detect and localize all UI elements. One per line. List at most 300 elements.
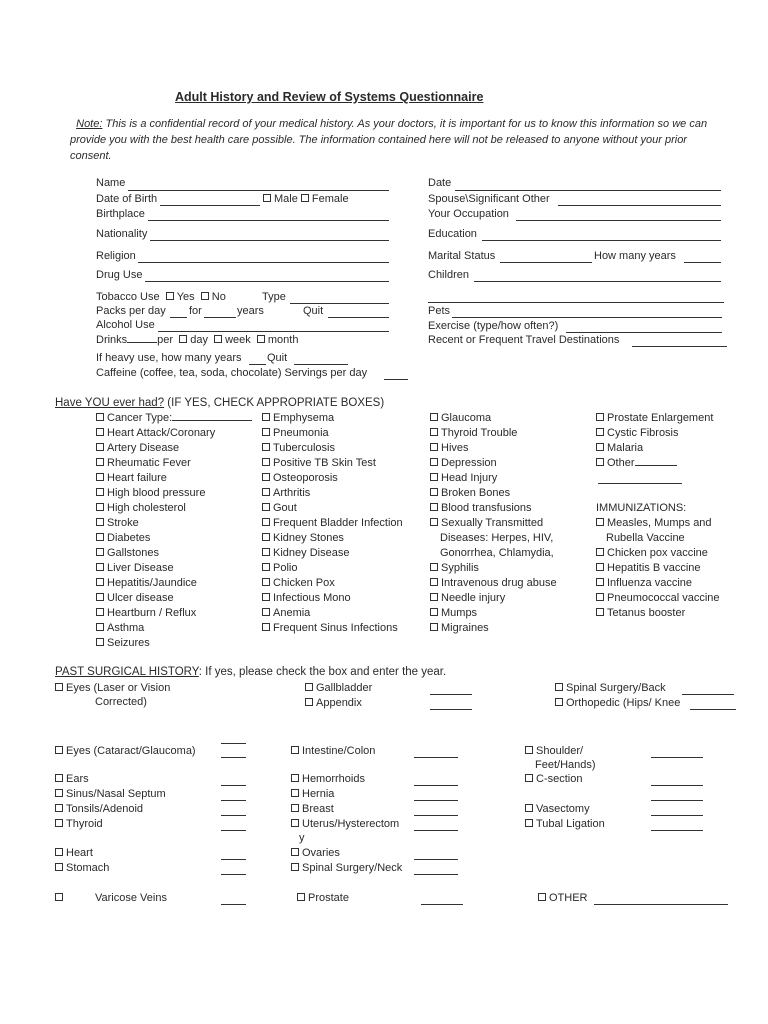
alcohol-field[interactable] [158,331,389,332]
condition-item[interactable] [262,591,403,606]
checkbox[interactable] [55,848,63,856]
condition-checkbox[interactable] [262,503,270,511]
label: Shoulder/ [536,745,584,757]
spouse-field[interactable] [558,205,721,206]
drinks-day-checkbox[interactable] [179,335,187,343]
condition-label: Intravenous drug abuse [441,577,557,589]
caffeine-field[interactable] [384,379,408,380]
pets-label: Pets [428,305,451,317]
condition-checkbox[interactable] [96,518,104,526]
heavy-quit-field[interactable] [294,364,348,365]
condition-checkbox[interactable] [596,608,604,616]
surg-ears[interactable] [55,773,89,785]
occupation-label: Your Occupation [428,208,509,220]
condition-label: Arthritis [273,487,311,499]
heart-year[interactable] [221,859,246,860]
label: Thyroid [66,818,103,830]
condition-item[interactable] [96,546,252,561]
condition-item[interactable] [96,516,252,531]
condition-checkbox[interactable] [96,473,104,481]
packs-field[interactable] [170,317,187,318]
condition-checkbox[interactable] [596,563,604,571]
condition-checkbox[interactable] [96,608,104,616]
condition-item[interactable] [96,531,252,546]
condition-checkbox[interactable] [96,533,104,541]
condition-checkbox[interactable] [430,518,438,526]
hernia-year[interactable] [414,800,458,801]
condition-item[interactable] [262,606,403,621]
checkbox[interactable] [55,789,63,797]
condition-label: Asthma [107,622,145,634]
condition-checkbox[interactable] [430,443,438,451]
blank-line[interactable] [428,302,724,303]
condition-label: Polio [273,562,298,574]
condition-item[interactable] [430,411,557,426]
checkbox[interactable] [291,789,299,797]
condition-checkbox[interactable] [430,593,438,601]
condition-item[interactable] [430,471,557,486]
condition-item[interactable] [596,576,720,591]
vasectomy-year[interactable] [651,815,703,816]
label: Vasectomy [536,803,590,815]
checkbox[interactable] [291,819,299,827]
checkbox[interactable] [291,774,299,782]
eyes-cataract-year[interactable] [221,757,246,758]
condition-label: Rheumatic Fever [107,457,191,469]
how-many-years-label: How many years [594,250,676,262]
condition-checkbox[interactable] [596,413,604,421]
condition-item[interactable] [96,621,252,636]
surg-hernia[interactable] [291,788,334,800]
condition-checkbox[interactable] [262,518,270,526]
checkbox[interactable] [291,848,299,856]
drinks-row [96,334,298,346]
condition-label: Hives [441,442,469,454]
page-title: Adult History and Review of Systems Questionnaire [175,90,484,104]
surg-gallbladder[interactable] [305,682,372,694]
religion-field[interactable] [138,262,389,263]
condition-label: Heartburn / Reflux [107,607,197,619]
surg-spinal-back[interactable] [555,682,666,694]
conditions-heading-rest: (IF YES, CHECK APPROPRIATE BOXES) [164,397,385,409]
surgical-heading [55,666,446,678]
condition-checkbox[interactable] [96,623,104,631]
condition-checkbox[interactable] [430,488,438,496]
surg-appendix[interactable] [305,697,362,709]
occupation-field[interactable] [516,220,721,221]
condition-item[interactable] [430,561,557,576]
condition-checkbox[interactable] [430,578,438,586]
condition-checkbox[interactable] [96,488,104,496]
gallbladder-year[interactable] [430,694,472,695]
tobacco-no-checkbox[interactable] [201,292,209,300]
surg-intestine[interactable] [291,745,375,757]
condition-label: Thyroid Trouble [441,427,518,439]
female-label: Female [311,193,349,205]
spinal-neck-year[interactable] [414,874,458,875]
surg-csection[interactable] [525,773,582,785]
condition-checkbox[interactable] [430,623,438,631]
condition-item[interactable] [96,576,252,591]
condition-label: Infectious Mono [273,592,351,604]
tobacco-type-field[interactable] [290,303,389,304]
checkbox[interactable] [291,863,299,871]
condition-item[interactable] [262,441,403,456]
tobacco-type-label: Type [262,291,286,303]
condition-label: Chicken Pox [273,577,335,589]
surg-corrected-label: Corrected) [95,696,147,708]
condition-checkbox[interactable] [262,608,270,616]
condition-checkbox[interactable] [596,518,604,526]
condition-checkbox[interactable] [96,638,104,646]
condition-label: Diabetes [107,532,151,544]
checkbox[interactable] [55,893,63,901]
condition-label: Broken Bones [441,487,511,499]
nationality-label: Nationality [96,228,148,240]
condition-label: Artery Disease [107,442,180,454]
prostate-year[interactable] [421,904,463,905]
condition-item[interactable] [430,546,557,561]
condition-checkbox[interactable] [430,563,438,571]
condition-checkbox[interactable] [96,563,104,571]
condition-item[interactable] [96,561,252,576]
condition-item[interactable] [430,441,557,456]
condition-item[interactable] [262,546,403,561]
surg-breast[interactable] [291,803,334,815]
condition-checkbox[interactable] [96,443,104,451]
surg-thyroid[interactable] [55,818,103,830]
condition-item[interactable] [262,531,403,546]
condition-item[interactable] [430,486,557,501]
dob-field[interactable] [160,205,260,206]
packs-years-field[interactable] [204,317,236,318]
heavy-use-label: If heavy use, how many years [96,352,242,364]
condition-checkbox[interactable] [262,488,270,496]
checkbox[interactable] [297,893,305,901]
shoulder-year[interactable] [651,757,703,758]
exercise-field[interactable] [566,332,722,333]
condition-checkbox[interactable] [262,593,270,601]
checkbox[interactable] [538,893,546,901]
checkbox[interactable] [525,774,533,782]
nationality-field[interactable] [150,240,389,241]
varicose-year[interactable] [221,904,246,905]
surg-ovaries[interactable] [291,847,340,859]
condition-label: Rubella Vaccine [606,532,685,544]
date-field[interactable] [455,190,721,191]
note-text: This is a confidential record of your medical history. As your doctors, it is important for us to know this information so we can provide you with the best health care possible. The information contained here will not be released to anyone without your prior consent. [70,118,708,162]
condition-label: Syphilis [441,562,479,574]
ovaries-year[interactable] [414,859,458,860]
condition-checkbox[interactable] [262,473,270,481]
tubal-year[interactable] [651,830,703,831]
name-field[interactable] [128,190,389,191]
spinal-back-year[interactable] [682,694,734,695]
drug-use-label: Drug Use [96,269,143,281]
caffeine-label: Caffeine (coffee, tea, soda, chocolate) Servings per day [96,367,368,379]
condition-label: Cystic Fibrosis [607,427,679,439]
condition-label: Heart failure [107,472,167,484]
condition-checkbox[interactable] [96,593,104,601]
checkbox[interactable] [55,863,63,871]
surg-other[interactable] [538,892,588,904]
label: Sinus/Nasal Septum [66,788,166,800]
checkbox[interactable] [55,819,63,827]
education-field[interactable] [482,240,721,241]
spouse-label: Spouse\Significant Other [428,193,550,205]
csection-year[interactable] [651,785,703,786]
how-many-years-field[interactable] [684,262,721,263]
surg-heart[interactable] [55,847,93,859]
condition-checkbox[interactable] [430,473,438,481]
checkbox[interactable] [525,804,533,812]
other-condition-field[interactable] [598,483,682,484]
surg-stomach[interactable] [55,862,109,874]
condition-checkbox[interactable] [596,578,604,586]
condition-label: Malaria [607,442,644,454]
condition-checkbox[interactable] [96,458,104,466]
condition-item[interactable] [596,456,713,471]
condition-label: Osteoporosis [273,472,338,484]
condition-label: Gout [273,502,297,514]
condition-checkbox[interactable] [262,458,270,466]
drinks-month-label: month [267,334,299,346]
surg-tubal[interactable] [525,818,605,830]
surg-varicose-checkbox-wrap[interactable] [55,892,66,904]
condition-item[interactable] [596,516,720,531]
surg-tonsils[interactable] [55,803,143,815]
condition-item[interactable] [262,456,403,471]
condition-item[interactable] [430,576,557,591]
label: Heart [66,847,93,859]
surg-vasectomy[interactable] [525,803,590,815]
female-checkbox[interactable] [301,194,309,202]
checkbox[interactable] [305,683,313,691]
drinks-month-checkbox[interactable] [257,335,265,343]
condition-item[interactable] [262,501,403,516]
condition-item[interactable] [96,456,252,471]
conditions-column-2 [262,411,403,636]
surg-orthopedic[interactable] [555,697,680,709]
label: Eyes (Laser or Vision [66,682,171,694]
checkbox[interactable] [291,746,299,754]
tobacco-row [96,291,226,303]
condition-checkbox[interactable] [96,548,104,556]
uterus-year[interactable] [414,830,458,831]
extra-year-line[interactable] [651,800,703,801]
tobacco-yes-checkbox[interactable] [166,292,174,300]
condition-checkbox[interactable] [262,578,270,586]
condition-checkbox[interactable] [596,443,604,451]
sex-options [263,193,349,205]
condition-checkbox[interactable] [262,563,270,571]
dob-label: Date of Birth [96,193,158,205]
label: Spinal Surgery/Back [566,682,666,694]
tobacco-yes-label: Yes [176,291,195,303]
packs-quit-field[interactable] [328,317,389,318]
condition-label: Anemia [273,607,311,619]
drinks-week-checkbox[interactable] [214,335,222,343]
label: Orthopedic (Hips/ Knee [566,697,681,709]
children-field[interactable] [474,281,721,282]
drinks-week-label: week [225,334,251,346]
condition-item[interactable] [430,516,557,531]
checkbox[interactable] [305,698,313,706]
condition-checkbox[interactable] [262,533,270,541]
surg-shoulder[interactable] [525,745,583,757]
appendix-year[interactable] [430,709,472,710]
condition-item[interactable] [596,441,713,456]
cancer-type-field[interactable] [172,420,252,421]
label: Ears [66,773,89,785]
condition-item[interactable] [596,426,713,441]
condition-item[interactable] [96,591,252,606]
sinus-year[interactable] [221,800,246,801]
condition-item[interactable] [262,576,403,591]
checkbox[interactable] [555,698,563,706]
checkbox[interactable] [55,774,63,782]
condition-checkbox[interactable] [596,593,604,601]
surg-varicose-label: Varicose Veins [95,892,167,904]
condition-checkbox[interactable] [596,548,604,556]
checkbox[interactable] [525,819,533,827]
condition-item[interactable] [430,456,557,471]
condition-checkbox[interactable] [262,413,270,421]
condition-checkbox[interactable] [96,428,104,436]
condition-checkbox[interactable] [96,413,104,421]
condition-label: Migraines [441,622,489,634]
condition-item[interactable] [262,426,403,441]
surg-uterus[interactable] [291,818,399,830]
condition-label: Positive TB Skin Test [273,457,376,469]
condition-label: Kidney Stones [273,532,344,544]
label: Eyes (Cataract/Glaucoma) [66,745,196,757]
surg-spinal-neck[interactable] [291,862,402,874]
surg-sinus[interactable] [55,788,166,800]
eyes-cataract-year-top[interactable] [221,743,246,744]
condition-checkbox[interactable] [262,623,270,631]
other-condition-blank[interactable] [635,465,677,466]
condition-checkbox[interactable] [596,428,604,436]
packs-label: Packs per day [96,305,166,317]
condition-label: Prostate Enlargement [607,412,714,424]
checkbox[interactable] [55,683,63,691]
name-label: Name [96,177,126,189]
condition-checkbox[interactable] [430,503,438,511]
condition-item[interactable] [430,531,557,546]
tonsils-year[interactable] [221,815,246,816]
drinks-field[interactable] [127,342,157,343]
condition-item[interactable] [596,546,720,561]
condition-label: Seizures [107,637,150,649]
intestine-year[interactable] [414,757,458,758]
condition-item[interactable] [262,486,403,501]
condition-item[interactable] [430,591,557,606]
condition-item[interactable] [262,471,403,486]
label: Uterus/Hysterectom [302,818,400,830]
condition-checkbox[interactable] [96,578,104,586]
checkbox[interactable] [525,746,533,754]
condition-item[interactable] [96,501,252,516]
marital-field[interactable] [500,262,592,263]
drug-use-field[interactable] [145,281,389,282]
tobacco-no-label: No [211,291,226,303]
label: Prostate [308,892,349,904]
stomach-year[interactable] [221,874,246,875]
birthplace-field[interactable] [148,220,389,221]
condition-item[interactable] [430,621,557,636]
condition-checkbox[interactable] [262,428,270,436]
checkbox[interactable] [55,746,63,754]
condition-item[interactable] [262,411,403,426]
condition-item[interactable] [262,516,403,531]
condition-item[interactable] [430,606,557,621]
condition-checkbox[interactable] [262,548,270,556]
heavy-quit-label: Quit [267,352,288,364]
condition-item[interactable] [96,411,252,426]
condition-item[interactable] [596,531,720,546]
heavy-years-field[interactable] [249,364,266,365]
checkbox[interactable] [555,683,563,691]
thyroid-year[interactable] [221,830,246,831]
condition-item[interactable] [430,426,557,441]
condition-item[interactable] [96,441,252,456]
condition-item[interactable] [262,621,403,636]
surgical-heading-underlined: PAST SURGICAL HISTORY [55,666,199,678]
condition-label: Influenza vaccine [607,577,692,589]
other-surgery-field[interactable] [594,904,728,905]
condition-item[interactable] [430,501,557,516]
condition-item[interactable] [96,426,252,441]
pets-field[interactable] [452,317,722,318]
orthopedic-year[interactable] [690,709,736,710]
surg-eyes-laser[interactable] [55,682,170,694]
breast-year[interactable] [414,815,458,816]
male-checkbox[interactable] [263,194,271,202]
checkbox[interactable] [291,804,299,812]
travel-field[interactable] [632,346,727,347]
condition-checkbox[interactable] [262,443,270,451]
condition-checkbox[interactable] [430,458,438,466]
surg-hemorrhoids[interactable] [291,773,365,785]
ears-year[interactable] [221,785,246,786]
condition-checkbox[interactable] [96,503,104,511]
condition-item[interactable] [96,471,252,486]
condition-item[interactable] [596,411,713,426]
condition-checkbox[interactable] [430,608,438,616]
condition-item[interactable] [96,636,252,651]
male-label: Male [274,193,298,205]
surg-prostate[interactable] [297,892,349,904]
surg-eyes-cataract[interactable] [55,745,196,757]
condition-label: Measles, Mumps and [607,517,712,529]
checkbox[interactable] [55,804,63,812]
condition-checkbox[interactable] [430,413,438,421]
label: Tonsils/Adenoid [66,803,144,815]
condition-item[interactable] [596,591,720,606]
condition-item[interactable] [96,606,252,621]
condition-checkbox[interactable] [596,458,604,466]
condition-label: Hepatitis/Jaundice [107,577,197,589]
hemorrhoids-year[interactable] [414,785,458,786]
travel-label: Recent or Frequent Travel Destinations [428,334,620,346]
condition-checkbox[interactable] [430,428,438,436]
condition-item[interactable] [262,561,403,576]
condition-item[interactable] [596,606,720,621]
conditions-column-3 [430,411,557,636]
condition-item[interactable] [596,561,720,576]
condition-item[interactable] [96,486,252,501]
